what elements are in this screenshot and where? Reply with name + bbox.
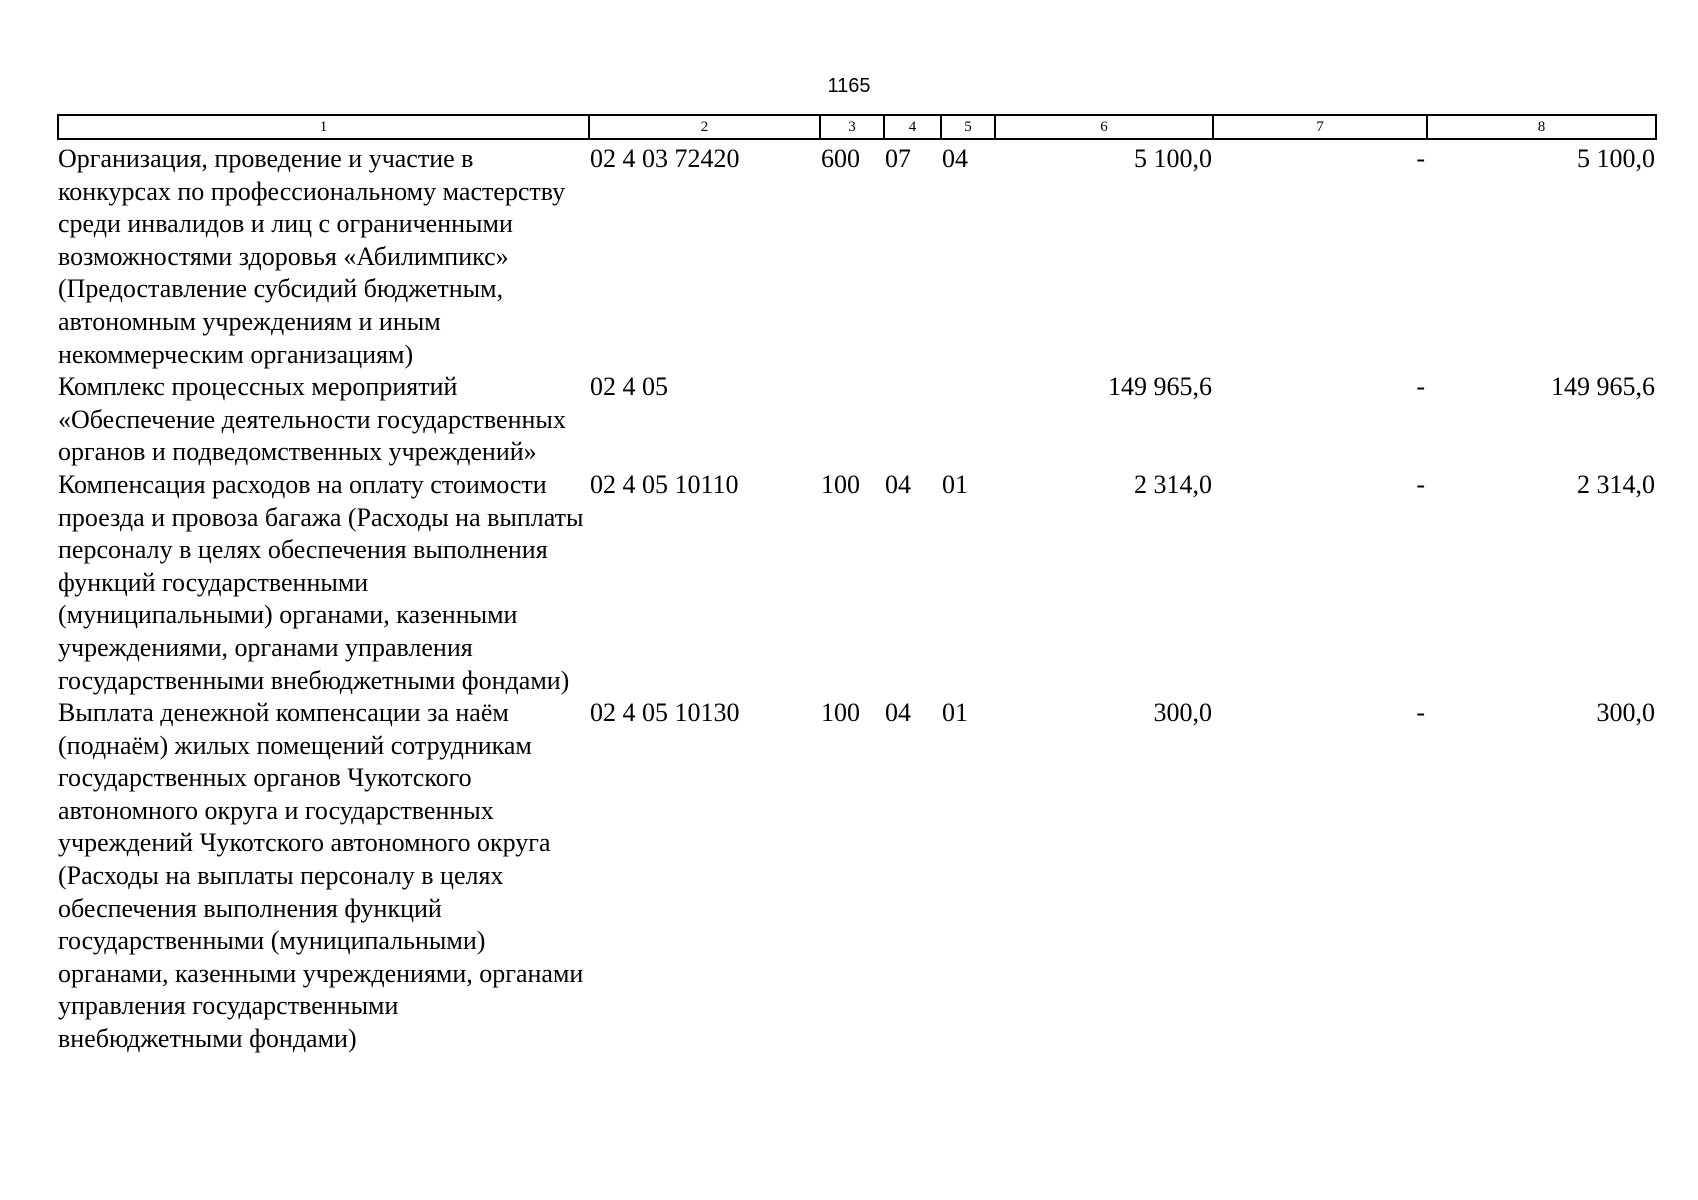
header-col-5: 5	[941, 115, 995, 139]
header-col-4: 4	[884, 115, 941, 139]
row-change: -	[1416, 144, 1425, 173]
row-total: 5 100,0	[1577, 144, 1655, 173]
table-header	[58, 115, 1656, 139]
budget-table	[57, 114, 1657, 1056]
page-number: 1165	[827, 75, 871, 97]
row-section: 07	[885, 144, 911, 173]
table-row	[58, 139, 1656, 371]
row-section: 04	[885, 698, 911, 728]
row-amount: 300,0	[1153, 698, 1212, 728]
row-expense-type: 100	[821, 469, 860, 499]
header-col-3: 3	[820, 115, 884, 139]
row-name: Организация, проведение и участие в конкурсах по профессиональному мастерству среди инвалидов и лиц с ограниченными возможностями здоровья «Абилимпикс» (Предоставление субсидий бюджетным, автономным учреждениям и иным некоммерческим организациям)	[58, 144, 566, 369]
row-subsection: 04	[942, 144, 968, 173]
table-row	[58, 469, 1656, 697]
row-change: -	[1416, 372, 1425, 402]
row-section: 04	[885, 469, 911, 499]
row-section	[884, 371, 941, 469]
header-col-6: 6	[995, 115, 1213, 139]
row-name: Компенсация расходов на оплату стоимости проезда и провоза багажа (Расходы на выплаты персоналу в целях обеспечения выполнения функций государственными (муниципальными) органами, казенными учреждениями, органами управления государственными внебюджетными фондами)	[58, 469, 584, 695]
row-amount: 5 100,0	[1134, 144, 1212, 173]
row-total: 2 314,0	[1577, 469, 1655, 499]
row-change: -	[1416, 698, 1425, 728]
row-name: Выплата денежной компенсации за наём (поднаём) жилых помещений сотрудникам государственных органов Чукотского автономного округа и государственных учреждений Чукотского автономного округа (Расходы на выплаты персоналу в целях обеспечения выполнения функций государственными (муниципальными) органами, казенными учреждениями, органами управления государственными внебюджетными фондами)	[58, 698, 584, 1054]
row-expense-type	[820, 371, 884, 469]
row-subsection: 01	[942, 469, 968, 499]
row-amount: 2 314,0	[1134, 469, 1212, 499]
row-total: 300,0	[1596, 698, 1655, 728]
header-col-2: 2	[589, 115, 820, 139]
row-amount: 149 965,6	[1108, 372, 1212, 402]
header-col-7: 7	[1213, 115, 1427, 139]
row-subsection: 01	[942, 698, 968, 728]
row-code: 02 4 05	[590, 372, 668, 402]
header-col-1: 1	[58, 115, 589, 139]
row-subsection	[941, 371, 995, 469]
row-code: 02 4 05 10130	[590, 698, 740, 728]
header-row	[58, 115, 1656, 139]
row-name: Комплекс процессных мероприятий «Обеспечение деятельности государственных органов и подведомственных учреждений»	[58, 372, 566, 467]
row-expense-type: 600	[821, 144, 860, 173]
table-row	[58, 697, 1656, 1056]
table-row	[58, 371, 1656, 469]
row-total: 149 965,6	[1551, 372, 1655, 402]
row-expense-type: 100	[821, 698, 860, 728]
row-change: -	[1416, 469, 1425, 499]
header-col-8: 8	[1427, 115, 1656, 139]
row-code: 02 4 05 10110	[590, 469, 739, 499]
row-code: 02 4 03 72420	[590, 144, 740, 173]
table-body	[58, 139, 1656, 1056]
